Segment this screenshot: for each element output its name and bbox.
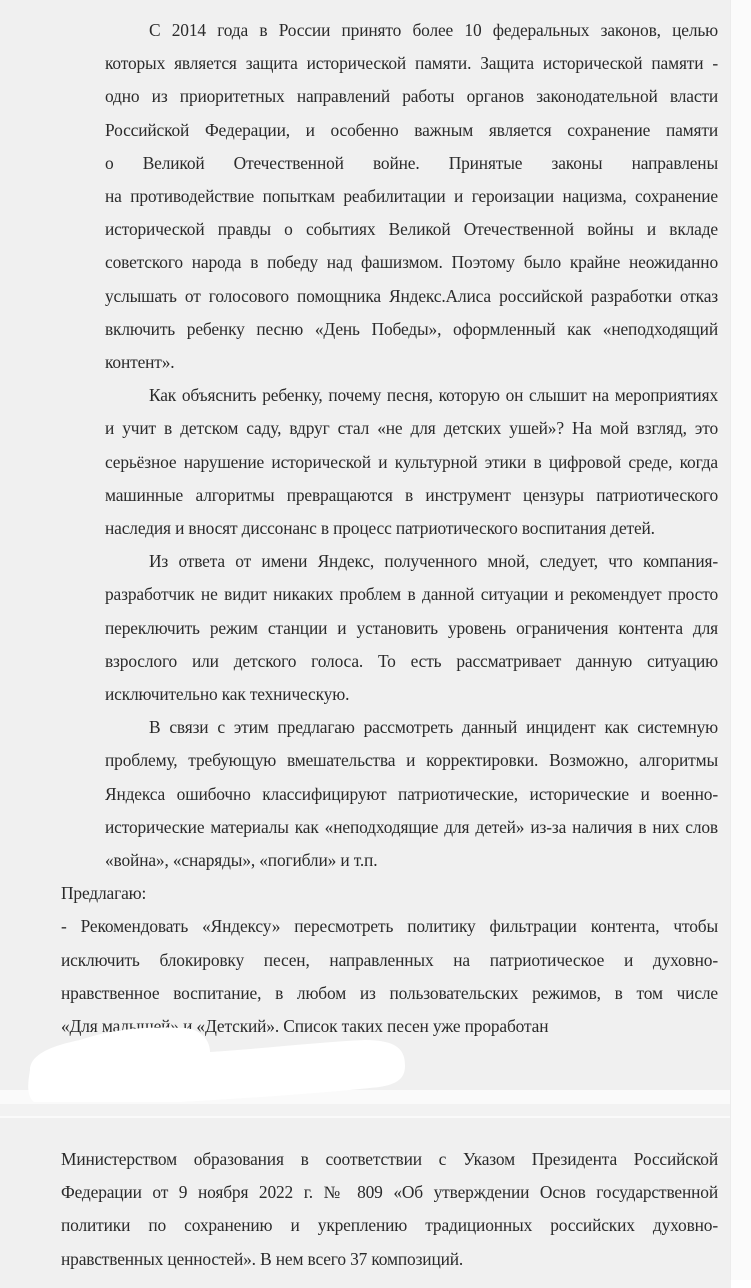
text-line: В связи с этим предлагаю рассмотреть данный инцидент как системную [149, 717, 718, 738]
text-line: разработчик не видит никаких проблем в данной ситуации и рекомендует просто [105, 584, 718, 605]
text-line: нравственных ценностей». В нем всего 37 композиций. [61, 1248, 464, 1269]
text-line: Яндекса ошибочно классифицируют патриотические, исторические и военно- [105, 783, 718, 804]
text-line: С 2014 года в России принято более 10 федеральных законов, целью [149, 20, 718, 40]
text-line: проблему, требующую вмешательства и корректировки. Возможно, алгоритмы [105, 750, 718, 771]
text-line: услышать от голосового помощника Яндекс.Алиса российской разработки отказ [105, 285, 718, 306]
page-2-text [61, 1143, 718, 1276]
text-line: исключительно как техническую. [105, 684, 350, 705]
text-line: серьёзное нарушение исторической и культурной этики в цифровой среде, когда [105, 451, 718, 472]
document-page-2 [0, 1118, 731, 1288]
text-line: контент». [105, 352, 175, 373]
text-line: исключить блокировку песен, направленных на патриотическое и духовно- [61, 949, 718, 970]
text-line: Федерации от 9 ноября 2022 г. № 809 «Об утверждении Основ государственной [61, 1182, 718, 1203]
page-1-text [61, 14, 718, 1043]
text-line: машинные алгоритмы превращаются в инструмент цензуры патриотического [105, 484, 718, 505]
paragraph-proposal-intro [61, 711, 718, 877]
redaction-mark [20, 1022, 450, 1102]
paragraph-proposal-heading [61, 877, 718, 910]
text-line: Министерством образования в соответствии с Указом Президента Российской [61, 1149, 718, 1169]
paragraph-continuation [61, 1143, 718, 1276]
text-line: политики по сохранению и укреплению традиционных российских духовно- [61, 1215, 718, 1236]
text-line: Из ответа от имени Яндекс, полученного мной, следует, что компания- [149, 551, 718, 572]
text-line: Предлагаю: [61, 883, 147, 904]
text-line: - Рекомендовать «Яндексу» пересмотреть политику фильтрации контента, чтобы [61, 916, 718, 937]
text-line: переключить режим станции и установить уровень ограничения контента для [105, 617, 718, 638]
scroll-edge [730, 0, 751, 1280]
text-line: и учит в детском саду, вдруг стал «не для детских ушей»? На мой взгляд, это [105, 418, 718, 439]
text-line: наследия и вносят диссонанс в процесс патриотического воспитания детей. [105, 518, 655, 539]
text-line: исторические материалы как «неподходящие для детей» из-за наличия в них слов [105, 816, 718, 837]
text-line: исторической правды о событиях Великой Отечественной войны и вкладе [105, 219, 718, 240]
text-line: одно из приоритетных направлений работы органов законодательной власти [105, 86, 718, 107]
paragraph-question [61, 379, 718, 545]
page-gap-shadow [0, 1104, 751, 1116]
redaction-blob [28, 1028, 405, 1103]
text-line: нравственное воспитание, в любом из пользовательских режимов, в том числе [61, 982, 718, 1003]
text-line: советского народа в победу над фашизмом. Поэтому было крайне неожиданно [105, 252, 718, 273]
text-line: «Для малышей» и «Детский». Список таких песен уже проработан [61, 1016, 549, 1037]
text-line: которых является защита исторической памяти. Защита исторической памяти - [105, 53, 718, 74]
text-line: «война», «снаряды», «погибли» и т.п. [105, 850, 378, 871]
paragraph-intro [61, 14, 718, 379]
text-line: Российской Федерации, и особенно важным является сохранение памяти [105, 119, 718, 140]
text-line: о Великой Отечественной войне. Принятые законы направлены [105, 152, 718, 173]
text-line: включить ребенку песню «День Победы», оформленный как «неподходящий [105, 318, 718, 339]
text-line: на противодействие попыткам реабилитации и героизации нацизма, сохранение [105, 186, 718, 207]
text-line: взрослого или детского голоса. То есть рассматривает данную ситуацию [105, 650, 718, 671]
text-line: Как объяснить ребенку, почему песня, которую он слышит на мероприятиях [149, 385, 718, 406]
paragraph-yandex-response [61, 545, 718, 711]
